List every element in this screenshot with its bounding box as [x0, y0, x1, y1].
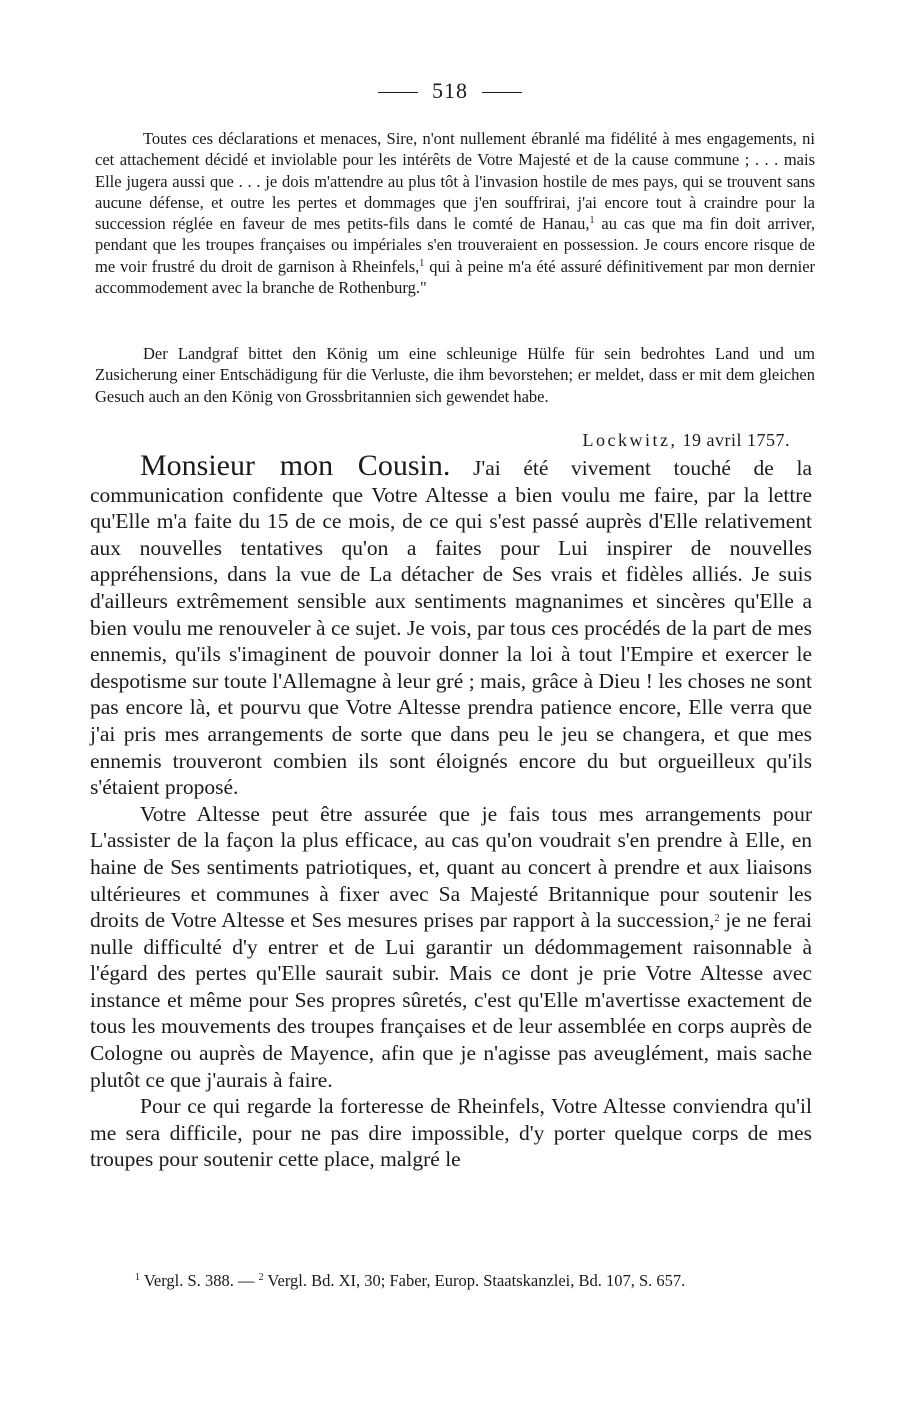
- summary-paragraph: Der Landgraf bittet den König um eine schleunige Hülfe für sein bedrohtes Land und um Zusicherung einer Entschädigung für die Verluste, die ihm bevorstehen; er meldet, dass er mit dem gleichen Gesuch auch an den König von Grossbritannien sich gewendet habe.: [95, 344, 815, 406]
- footnote-ref-2[interactable]: 2: [714, 913, 720, 925]
- salutation: Monsieur mon Cousin.: [140, 449, 451, 482]
- footnote-line: [95, 1270, 815, 1291]
- letter-p2-text-end: je ne ferai nulle difficulté d'y entrer et de Lui garantir un dédommagement raisonnable à l'égard des pertes qu'Elle saurait subir. Mais ce dont je prie Votre Altesse avec instance et même pour Ses propres sûretés, c'est qu'Elle m'avertisse exactement de tous les mouvements des troupes françaises et de leur assemblée en corps auprès de Cologne ou auprès de Mayence, afin que je n'agisse pas aveuglément, mais sache plutôt ce que j'aurais à faire.: [90, 908, 812, 1092]
- letter-p1-text: J'ai été vivement touché de la communication confidente que Votre Altesse a bien voulu me faire, par la lettre qu'Elle m'a faite du 15 de ce mois, de ce qui s'est passé auprès d'Elle relativement aux nouvelles tentatives qu'on a faites pour Lui inspirer de nouvelles appréhensions, dans la vue de La détacher de Ses vrais et fidèles alliés. Je suis d'ailleurs extrêmement sensible aux sentiments magnanimes et sincères qu'Elle a bien voulu me renouveler à ce sujet. Je vois, par tous ces procédés de la part de mes ennemis, qu'ils s'imaginent de pouvoir donner la loi à tout l'Empire et exercer le despotisme sur toute l'Allemagne à leur gré ; mais, grâce à Dieu ! les choses ne sont pas encore là, et pourvu que Votre Altesse prendra patience encore, Elle verra que j'ai pris mes arrangements de sorte que dans peu le jeu se changera, et que mes ennemis trouveront combien ils sont éloignés encore du but orgueilleux qu'ils s'étaient proposé.: [90, 456, 812, 800]
- page-number: 518: [432, 78, 468, 103]
- footnote-1-marker: 1: [135, 1272, 140, 1283]
- letter-body: [90, 449, 812, 1173]
- page-header: [0, 78, 900, 104]
- letter-paragraph-2: [90, 801, 812, 1094]
- dateline-date: 19 avril 1757.: [682, 430, 790, 450]
- footnote-ref-1[interactable]: 1: [589, 215, 595, 227]
- header-dash-left: [378, 92, 418, 93]
- dateline-place: Lockwitz,: [582, 430, 678, 450]
- letter-p2-text: Votre Altesse peut être assurée que je fais tous mes arrangements pour L'assister de la façon la plus efficace, au cas qu'on voudrait s'en prendre à Elle, en haine de Ses sentiments patriotiques, et, quant au concert à prendre et aux liaisons ultérieures et communes à fixer avec Sa Majesté Britannique pour soutenir les droits de Votre Altesse et Ses mesures prises par rapport à la succession,: [90, 801, 812, 933]
- quote-text-end: qui à peine m'a été assuré définitivement par mon dernier accommodement avec la branche de Rothenburg.": [95, 256, 816, 298]
- quote-text: Toutes ces déclarations et menaces, Sire, n'ont nullement ébranlé ma fidélité à mes engagements, ni cet attachement décidé et inviolable pour les intérêts de Votre Majesté et de la cause commune ; . . . mais Elle jugera aussi que . . . je dois m'attendre au plus tôt à l'invasion hostile de mes pays, qui se trouvent sans aucune défense, et outre les pertes et dommages que j'en souffrirai, j'ai encore tout à craindre pour la succession réglée en faveur de mes petits-fils dans le comté de Hanau,: [95, 129, 815, 234]
- footnotes: [95, 1270, 815, 1291]
- header-dash-right: [482, 92, 522, 93]
- editorial-summary: [95, 343, 815, 407]
- footnote-ref-1b[interactable]: 1: [419, 257, 425, 269]
- footnote-1-text: Vergl. S. 388. —: [140, 1271, 259, 1290]
- quote-text-cont: au cas que ma fin doit arriver, pendant que les troupes françaises ou impériales s'en trouveraient en possession. Je cours encore risque de me voir frustré du droit de garnison à Rheinfels,: [95, 214, 815, 276]
- dateline: [583, 430, 790, 451]
- quote-paragraph: [95, 128, 815, 298]
- footnote-2-text: Vergl. Bd. XI, 30; Faber, Europ. Staatskanzlei, Bd. 107, S. 657.: [263, 1271, 686, 1290]
- quoted-letter-excerpt: [95, 128, 815, 298]
- letter-paragraph-3: Pour ce qui regarde la forteresse de Rheinfels, Votre Altesse conviendra qu'il me sera difficile, pour ne pas dire impossible, d'y porter quelque corps de mes troupes pour soutenir cette place, malgré le: [90, 1094, 812, 1172]
- letter-paragraph-1: [90, 449, 812, 801]
- footnote-2-marker: 2: [258, 1272, 264, 1283]
